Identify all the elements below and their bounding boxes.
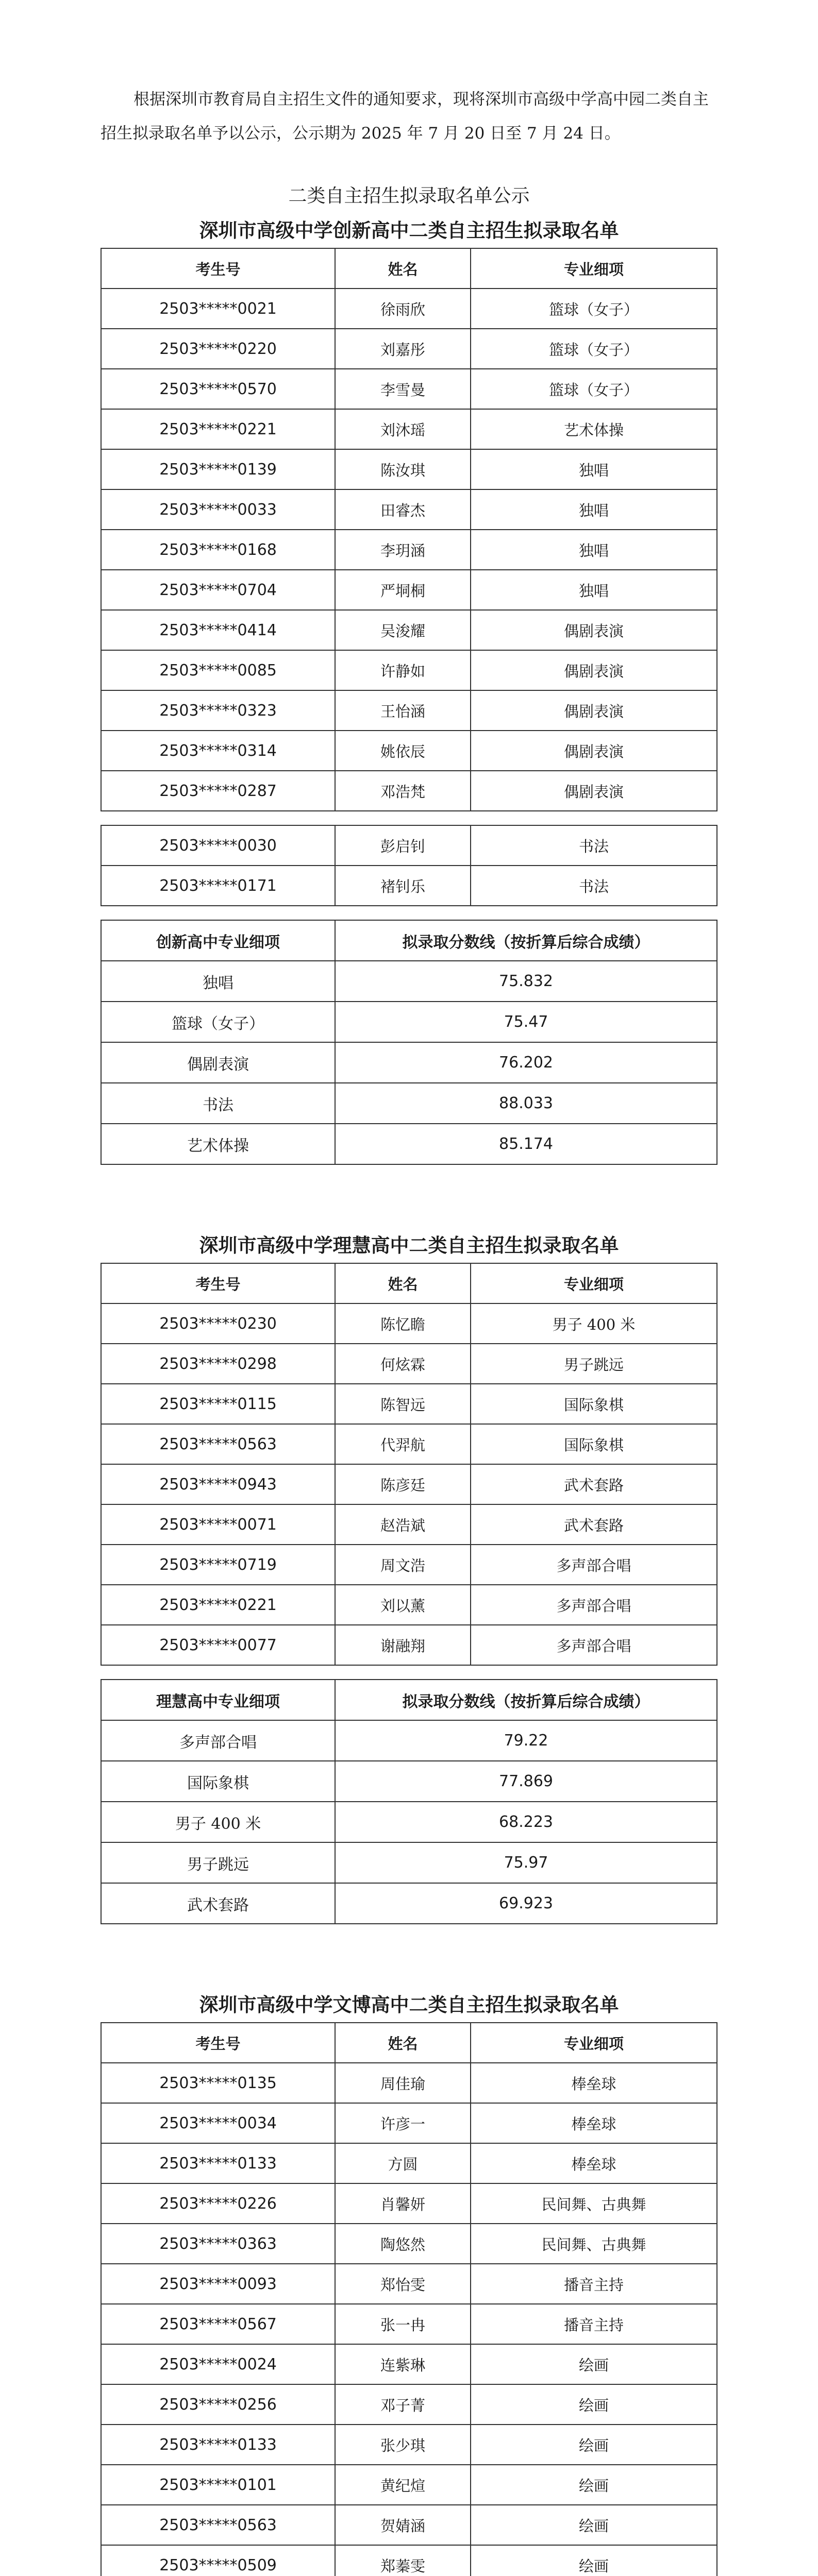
specialty-cell: 偶剧表演	[471, 650, 717, 690]
specialty-cell: 绘画	[471, 2505, 717, 2545]
score-row	[101, 1083, 717, 1124]
score-specialty-cell: 艺术体操	[101, 1124, 335, 1164]
admission-row	[101, 1504, 717, 1545]
table-gap	[101, 811, 717, 825]
specialty-cell: 国际象棋	[471, 1384, 717, 1424]
section-gap	[101, 1165, 717, 1230]
score-value-cell: 76.202	[335, 1042, 717, 1083]
school-title: 深圳市高级中学理慧高中二类自主招生拟录取名单	[199, 1234, 619, 1257]
student-id-cell: 2503*****0021	[101, 289, 335, 329]
specialty-cell: 偶剧表演	[471, 690, 717, 731]
score-value-cell: 75.97	[335, 1842, 717, 1883]
score-row	[101, 961, 717, 1002]
admission-row	[101, 489, 717, 530]
student-name-cell: 谢融翔	[335, 1625, 471, 1665]
admission-row	[101, 731, 717, 771]
specialty-cell: 独唱	[471, 530, 717, 570]
score-row	[101, 1842, 717, 1883]
admission-row	[101, 530, 717, 570]
specialty-cell: 民间舞、古典舞	[471, 2183, 717, 2224]
score-value-cell: 85.174	[335, 1124, 717, 1164]
admission-header-cell: 专业细项	[471, 2023, 717, 2063]
school-title: 深圳市高级中学创新高中二类自主招生拟录取名单	[199, 219, 619, 242]
student-name-cell: 陈忆瞻	[335, 1303, 471, 1344]
score-specialty-cell: 男子跳远	[101, 1842, 335, 1883]
specialty-cell: 绘画	[471, 2344, 717, 2384]
admission-header-row	[101, 248, 717, 289]
student-id-cell: 2503*****0563	[101, 1424, 335, 1464]
specialty-cell: 绘画	[471, 2545, 717, 2576]
student-id-cell: 2503*****0323	[101, 690, 335, 731]
score-value-cell: 75.47	[335, 1002, 717, 1042]
admission-row	[101, 2425, 717, 2465]
admission-header-cell: 姓名	[335, 248, 471, 289]
specialty-cell: 独唱	[471, 570, 717, 610]
admission-header-cell: 专业细项	[471, 1263, 717, 1303]
specialty-cell: 播音主持	[471, 2304, 717, 2344]
score-header-cell: 拟录取分数线（按折算后综合成绩）	[335, 1680, 717, 1720]
student-name-cell: 陈彦廷	[335, 1464, 471, 1504]
student-id-cell: 2503*****0570	[101, 369, 335, 409]
student-name-cell: 李雪曼	[335, 369, 471, 409]
admission-row	[101, 2344, 717, 2384]
student-name-cell: 连紫琳	[335, 2344, 471, 2384]
specialty-cell: 绘画	[471, 2425, 717, 2465]
admission-row	[101, 2384, 717, 2425]
admission-header-row	[101, 1263, 717, 1303]
student-name-cell: 邓浩梵	[335, 771, 471, 811]
student-id-cell: 2503*****0314	[101, 731, 335, 771]
specialty-cell: 绘画	[471, 2465, 717, 2505]
score-row	[101, 1720, 717, 1761]
student-id-cell: 2503*****0567	[101, 2304, 335, 2344]
school-section	[101, 215, 717, 1230]
score-specialty-cell: 男子 400 米	[101, 1802, 335, 1842]
student-id-cell: 2503*****0033	[101, 489, 335, 530]
admission-row	[101, 2465, 717, 2505]
specialty-cell: 篮球（女子）	[471, 329, 717, 369]
specialty-cell: 男子跳远	[471, 1344, 717, 1384]
specialty-cell: 棒垒球	[471, 2143, 717, 2183]
score-row	[101, 1883, 717, 1924]
student-id-cell: 2503*****0077	[101, 1625, 335, 1665]
student-name-cell: 方圆	[335, 2143, 471, 2183]
student-id-cell: 2503*****0509	[101, 2545, 335, 2576]
score-table	[101, 920, 717, 1165]
score-row	[101, 1802, 717, 1842]
student-name-cell: 周佳瑜	[335, 2063, 471, 2103]
student-name-cell: 许静如	[335, 650, 471, 690]
admission-row	[101, 1344, 717, 1384]
score-table	[101, 1679, 717, 1924]
student-id-cell: 2503*****0171	[101, 866, 335, 906]
student-id-cell: 2503*****0133	[101, 2425, 335, 2465]
student-name-cell: 代羿航	[335, 1424, 471, 1464]
admission-row	[101, 2304, 717, 2344]
student-id-cell: 2503*****0221	[101, 409, 335, 449]
admission-row	[101, 449, 717, 489]
student-id-cell: 2503*****0363	[101, 2224, 335, 2264]
section-gap	[101, 1924, 717, 1989]
student-id-cell: 2503*****0943	[101, 1464, 335, 1504]
admission-row	[101, 1303, 717, 1344]
student-id-cell: 2503*****0030	[101, 825, 335, 866]
student-id-cell: 2503*****0093	[101, 2264, 335, 2304]
student-name-cell: 严垌桐	[335, 570, 471, 610]
student-name-cell: 陈汝琪	[335, 449, 471, 489]
admission-row	[101, 2183, 717, 2224]
score-value-cell: 79.22	[335, 1720, 717, 1761]
specialty-cell: 武术套路	[471, 1504, 717, 1545]
student-name-cell: 刘沐瑶	[335, 409, 471, 449]
table-gap	[101, 1666, 717, 1679]
specialty-cell: 男子 400 米	[471, 1303, 717, 1344]
student-name-cell: 陶悠然	[335, 2224, 471, 2264]
school-section	[101, 1230, 717, 1989]
score-specialty-cell: 国际象棋	[101, 1761, 335, 1802]
student-id-cell: 2503*****0230	[101, 1303, 335, 1344]
admission-row	[101, 2143, 717, 2183]
student-id-cell: 2503*****0414	[101, 610, 335, 650]
specialty-cell: 篮球（女子）	[471, 289, 717, 329]
student-name-cell: 姚依辰	[335, 731, 471, 771]
admission-header-cell: 专业细项	[471, 248, 717, 289]
admission-header-cell: 姓名	[335, 2023, 471, 2063]
score-header-row	[101, 1680, 717, 1720]
admission-table	[101, 825, 717, 906]
specialty-cell: 棒垒球	[471, 2103, 717, 2143]
student-name-cell: 肖馨妍	[335, 2183, 471, 2224]
score-value-cell: 75.832	[335, 961, 717, 1002]
specialty-cell: 多声部合唱	[471, 1545, 717, 1585]
student-name-cell: 黄纪煊	[335, 2465, 471, 2505]
student-name-cell: 吴浚耀	[335, 610, 471, 650]
admission-row	[101, 1585, 717, 1625]
score-header-cell: 理慧高中专业细项	[101, 1680, 335, 1720]
student-id-cell: 2503*****0101	[101, 2465, 335, 2505]
admission-row	[101, 2063, 717, 2103]
student-name-cell: 郑怡雯	[335, 2264, 471, 2304]
admission-header-cell: 姓名	[335, 1263, 471, 1303]
specialty-cell: 独唱	[471, 489, 717, 530]
specialty-cell: 偶剧表演	[471, 771, 717, 811]
admission-row	[101, 2545, 717, 2576]
admission-row	[101, 825, 717, 866]
student-name-cell: 王怡涵	[335, 690, 471, 731]
score-specialty-cell: 多声部合唱	[101, 1720, 335, 1761]
specialty-cell: 独唱	[471, 449, 717, 489]
student-name-cell: 刘嘉彤	[335, 329, 471, 369]
student-id-cell: 2503*****0071	[101, 1504, 335, 1545]
admission-row	[101, 650, 717, 690]
admission-row	[101, 2224, 717, 2264]
admission-row	[101, 1384, 717, 1424]
score-row	[101, 1002, 717, 1042]
specialty-cell: 绘画	[471, 2384, 717, 2425]
student-name-cell: 彭启钊	[335, 825, 471, 866]
student-name-cell: 徐雨欣	[335, 289, 471, 329]
score-row	[101, 1042, 717, 1083]
student-id-cell: 2503*****0135	[101, 2063, 335, 2103]
score-header-cell: 创新高中专业细项	[101, 920, 335, 961]
student-id-cell: 2503*****0563	[101, 2505, 335, 2545]
specialty-cell: 书法	[471, 825, 717, 866]
score-row	[101, 1124, 717, 1164]
student-name-cell: 周文浩	[335, 1545, 471, 1585]
student-name-cell: 何炫霖	[335, 1344, 471, 1384]
admission-row	[101, 771, 717, 811]
admission-row	[101, 1464, 717, 1504]
specialty-cell: 艺术体操	[471, 409, 717, 449]
student-name-cell: 贺婧涵	[335, 2505, 471, 2545]
specialty-cell: 篮球（女子）	[471, 369, 717, 409]
admission-row	[101, 369, 717, 409]
student-id-cell: 2503*****0115	[101, 1384, 335, 1424]
admission-table	[101, 248, 717, 811]
score-header-row	[101, 920, 717, 961]
score-value-cell: 88.033	[335, 1083, 717, 1124]
student-id-cell: 2503*****0085	[101, 650, 335, 690]
admission-row	[101, 2103, 717, 2143]
specialty-cell: 偶剧表演	[471, 731, 717, 771]
admission-row	[101, 866, 717, 906]
score-specialty-cell: 偶剧表演	[101, 1042, 335, 1083]
specialty-cell: 播音主持	[471, 2264, 717, 2304]
student-id-cell: 2503*****0287	[101, 771, 335, 811]
student-name-cell: 赵浩斌	[335, 1504, 471, 1545]
student-name-cell: 田睿杰	[335, 489, 471, 530]
student-id-cell: 2503*****0221	[101, 1585, 335, 1625]
specialty-cell: 书法	[471, 866, 717, 906]
main-title: 二类自主招生拟录取名单公示	[288, 185, 530, 207]
admission-table	[101, 1263, 717, 1666]
student-id-cell: 2503*****0256	[101, 2384, 335, 2425]
student-name-cell: 许彦一	[335, 2103, 471, 2143]
specialty-cell: 民间舞、古典舞	[471, 2224, 717, 2264]
student-id-cell: 2503*****0168	[101, 530, 335, 570]
admission-header-cell: 考生号	[101, 1263, 335, 1303]
admission-row	[101, 570, 717, 610]
student-id-cell: 2503*****0024	[101, 2344, 335, 2384]
student-id-cell: 2503*****0719	[101, 1545, 335, 1585]
admission-row	[101, 610, 717, 650]
admission-header-cell: 考生号	[101, 248, 335, 289]
admission-header-cell: 考生号	[101, 2023, 335, 2063]
admission-row	[101, 1545, 717, 1585]
score-specialty-cell: 篮球（女子）	[101, 1002, 335, 1042]
admission-row	[101, 289, 717, 329]
admission-row	[101, 1625, 717, 1665]
score-value-cell: 69.923	[335, 1883, 717, 1924]
specialty-cell: 国际象棋	[471, 1424, 717, 1464]
admission-row	[101, 329, 717, 369]
school-title: 深圳市高级中学文博高中二类自主招生拟录取名单	[199, 1993, 619, 2016]
score-row	[101, 1761, 717, 1802]
student-name-cell: 刘以薰	[335, 1585, 471, 1625]
score-value-cell: 77.869	[335, 1761, 717, 1802]
score-header-cell: 拟录取分数线（按折算后综合成绩）	[335, 920, 717, 961]
score-specialty-cell: 武术套路	[101, 1883, 335, 1924]
specialty-cell: 多声部合唱	[471, 1585, 717, 1625]
student-id-cell: 2503*****0298	[101, 1344, 335, 1384]
admission-row	[101, 2264, 717, 2304]
school-section	[101, 1989, 717, 2576]
score-specialty-cell: 书法	[101, 1083, 335, 1124]
specialty-cell: 棒垒球	[471, 2063, 717, 2103]
student-name-cell: 褚钊乐	[335, 866, 471, 906]
student-id-cell: 2503*****0133	[101, 2143, 335, 2183]
score-specialty-cell: 独唱	[101, 961, 335, 1002]
student-name-cell: 张一冉	[335, 2304, 471, 2344]
admission-table	[101, 2022, 717, 2576]
table-gap	[101, 906, 717, 920]
specialty-cell: 偶剧表演	[471, 610, 717, 650]
student-id-cell: 2503*****0226	[101, 2183, 335, 2224]
admission-row	[101, 1424, 717, 1464]
student-id-cell: 2503*****0139	[101, 449, 335, 489]
student-name-cell: 李玥涵	[335, 530, 471, 570]
student-name-cell: 邓子菁	[335, 2384, 471, 2425]
specialty-cell: 多声部合唱	[471, 1625, 717, 1665]
score-value-cell: 68.223	[335, 1802, 717, 1842]
admission-row	[101, 2505, 717, 2545]
student-name-cell: 张少琪	[335, 2425, 471, 2465]
admission-row	[101, 409, 717, 449]
sections-container	[101, 215, 717, 2576]
admission-row	[101, 690, 717, 731]
specialty-cell: 武术套路	[471, 1464, 717, 1504]
admission-header-row	[101, 2023, 717, 2063]
student-id-cell: 2503*****0704	[101, 570, 335, 610]
student-id-cell: 2503*****0034	[101, 2103, 335, 2143]
intro-paragraph: 根据深圳市教育局自主招生文件的通知要求，现将深圳市高级中学高中园二类自主招生拟录取名单予以公示，公示期为 2025 年 7 月 20 日至 7 月 24 日。	[101, 90, 709, 143]
student-name-cell: 郑蓁雯	[335, 2545, 471, 2576]
student-name-cell: 陈智远	[335, 1384, 471, 1424]
student-id-cell: 2503*****0220	[101, 329, 335, 369]
